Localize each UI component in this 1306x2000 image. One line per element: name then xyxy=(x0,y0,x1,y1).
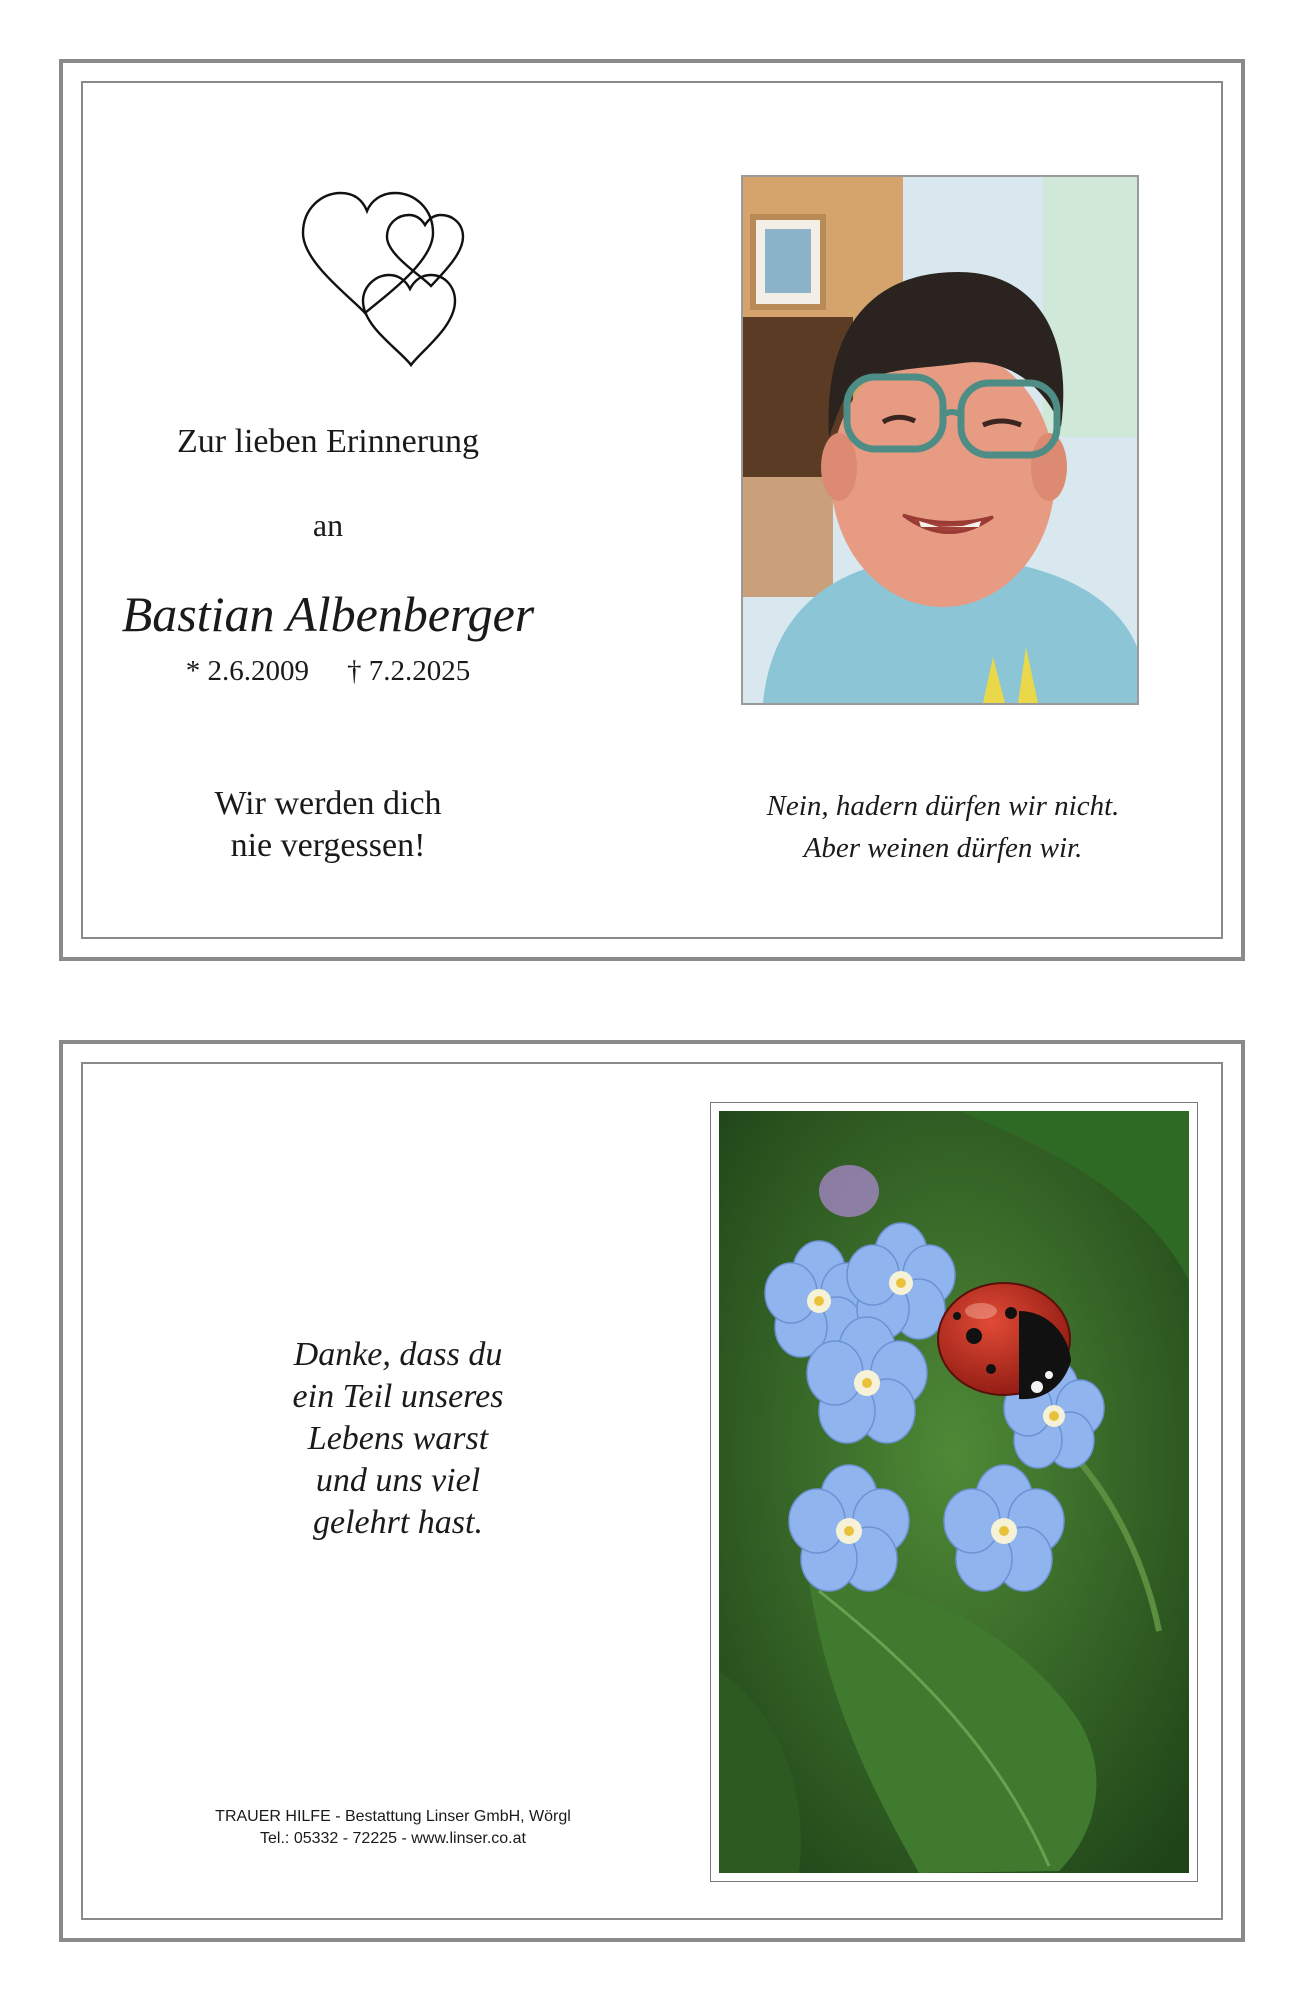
quote-line: Aber weinen dürfen wir. xyxy=(803,832,1083,864)
birth-date: * 2.6.2009 xyxy=(185,655,309,687)
ladybug-photo-frame xyxy=(710,1102,1198,1882)
verse-line: und uns viel xyxy=(315,1462,481,1499)
funeral-home-imprint xyxy=(143,1806,643,1850)
memorial-card-front xyxy=(59,59,1245,961)
portrait-photo xyxy=(741,175,1139,705)
deceased-name: Bastian Albenberger xyxy=(121,586,535,642)
card-inner-border xyxy=(81,1062,1223,1920)
card-inner-border xyxy=(81,81,1223,939)
connector-text: an xyxy=(312,507,344,543)
memorial-quote xyxy=(693,785,1193,869)
verse-line: ein Teil unseres xyxy=(292,1378,504,1415)
farewell-text xyxy=(143,783,513,867)
hearts-icon xyxy=(283,171,523,371)
verse-line: gelehrt hast. xyxy=(313,1504,483,1541)
verse-line: Lebens warst xyxy=(307,1420,489,1457)
thanks-verse xyxy=(213,1334,583,1544)
farewell-line: Wir werden dich xyxy=(214,785,442,822)
imprint-line: Tel.: 05332 - 72225 - www.linser.co.at xyxy=(260,1830,526,1847)
ladybug-flower-photo xyxy=(719,1111,1189,1873)
death-date: † 7.2.2025 xyxy=(347,655,471,687)
farewell-line: nie vergessen! xyxy=(230,827,426,864)
verse-line: Danke, dass du xyxy=(293,1336,503,1373)
quote-line: Nein, hadern dürfen wir nicht. xyxy=(766,790,1120,822)
life-dates xyxy=(143,655,513,688)
memorial-heading: Zur lieben Erinnerung xyxy=(176,423,480,460)
imprint-line: TRAUER HILFE - Bestattung Linser GmbH, Wörgl xyxy=(215,1808,571,1825)
memorial-card-back xyxy=(59,1040,1245,1942)
